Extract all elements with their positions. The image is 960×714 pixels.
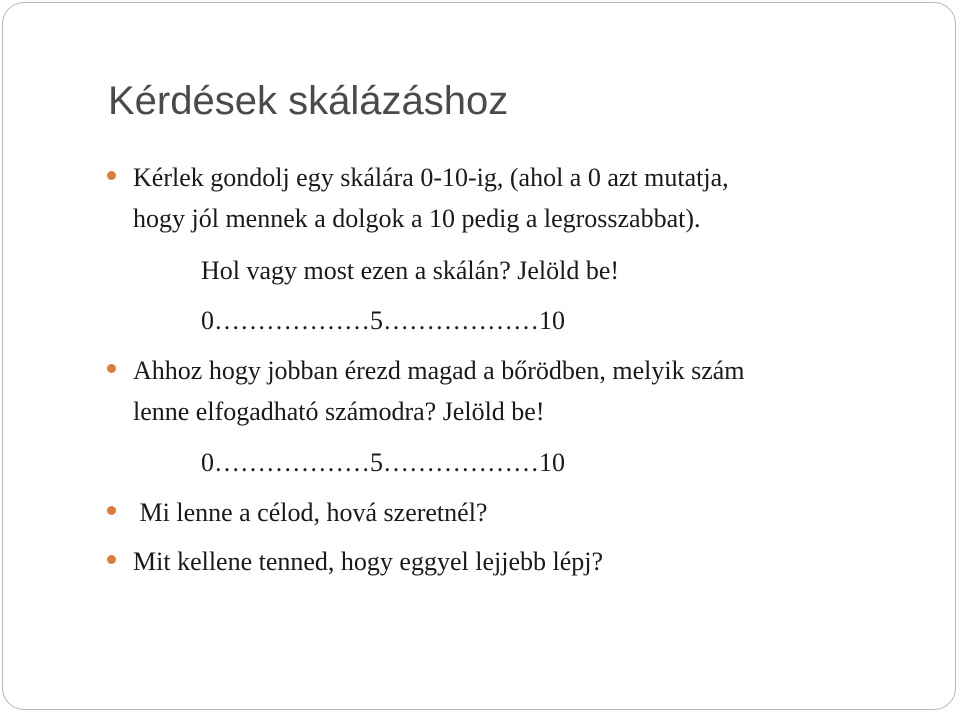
item-1-prompt: Hol vagy most ezen a skálán? Jelöld be! (201, 256, 620, 285)
slide (2, 2, 956, 710)
item-1-line-2: hogy jól mennek a dolgok a 10 pedig a legrosszabbat). (133, 204, 701, 233)
item-2-line-1: Ahhoz hogy jobban érezd magad a bőrödben, melyik szám (133, 356, 745, 385)
item-1-scale: 0………………5………………10 (201, 306, 565, 335)
bullet-icon (107, 364, 116, 373)
item-2-line-2: lenne elfogadható számodra? Jelöld be! (133, 397, 545, 426)
bullet-icon (107, 555, 116, 564)
bullet-icon (107, 171, 116, 180)
item-4-line-1: Mit kellene tenned, hogy eggyel lejjebb lépj? (133, 547, 604, 576)
item-2-scale: 0………………5………………10 (201, 448, 565, 477)
item-3-line-1: Mi lenne a célod, hová szeretnél? (133, 498, 488, 527)
slide-title: Kérdések skálázáshoz (108, 79, 509, 123)
bullet-icon (107, 506, 116, 515)
item-1-line-1: Kérlek gondolj egy skálára 0-10-ig, (ahol a 0 azt mutatja, (133, 163, 729, 192)
